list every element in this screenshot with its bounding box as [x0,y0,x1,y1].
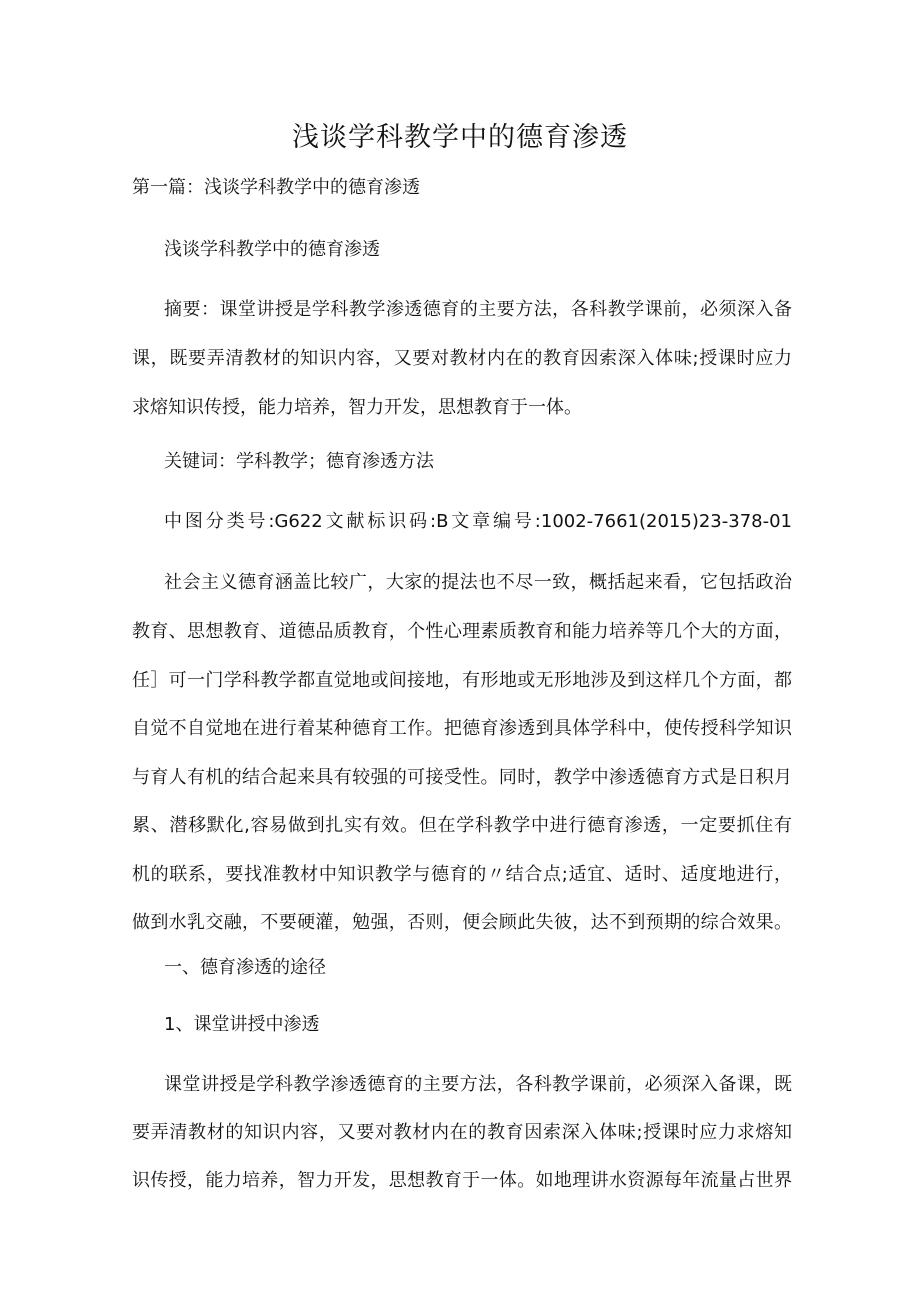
abstract-line: 求熔知识传授，能力培养，智力开发，思想教育于一体。 [132,397,582,418]
chapter-heading: 第一篇：浅谈学科教学中的德育渗透 [132,177,420,198]
subtitle: 浅谈学科教学中的德育渗透 [164,239,380,260]
intro-line: 与育人有机的结合起来具有较强的可接受性。同时，教学中渗透德育方式是日积月 [132,767,792,788]
intro-line: 做到水乳交融，不要硬灌，勉强，否则，便会顾此失彼，达不到预期的综合效果。 [132,912,792,933]
body-line: 识传授，能力培养，智力开发，思想教育于一体。如地理讲水资源每年流量占世界 [132,1170,792,1191]
body-line: 要弄清教材的知识内容，又要对教材内在的教育因索深入体味;授课时应力求熔知 [132,1122,792,1143]
intro-line: 任］可一门学科教学都直觉地或间接地，有形地或无形地涉及到这样几个方面，都 [132,670,792,691]
intro-line: 社会主义德育涵盖比较广，大家的提法也不尽一致，概括起来看，它包括政治 [164,572,792,593]
keywords: 关键词：学科教学；德育渗透方法 [164,451,434,472]
document-title: 浅谈学科教学中的德育渗透 [292,122,628,153]
section-heading: 一、德育渗透的途径 [164,957,326,978]
abstract-line: 课，既要弄清教材的知识内容，又要对教材内在的教育因索深入体味;授课时应力 [132,348,792,369]
subsection-heading: 1、课堂讲授中渗透 [164,1014,320,1035]
intro-line: 教育、思想教育、道德品质教育，个性心理素质教育和能力培养等几个大的方面， [132,621,792,642]
classification-line: 中图分类号:G622文献标识码:B文章编号:1002-7661(2015)23-378-01 [164,511,792,532]
intro-line: 自觉不自觉地在进行着某种德育工作。把德育渗透到具体学科中，使传授科学知识 [132,718,792,739]
intro-line: 机的联系，要找准教材中知识教学与德育的〃结合点;适宜、适时、适度地进行， [132,864,792,885]
abstract-line: 摘要：课堂讲授是学科教学渗透德育的主要方法，各科教学课前，必须深入备 [164,299,792,320]
intro-line: 累、潜移默化,容易做到扎实有效。但在学科教学中进行德育渗透，一定要抓住有 [132,815,792,836]
body-line: 课堂讲授是学科教学渗透德育的主要方法，各科教学课前，必须深入备课，既 [164,1074,792,1095]
